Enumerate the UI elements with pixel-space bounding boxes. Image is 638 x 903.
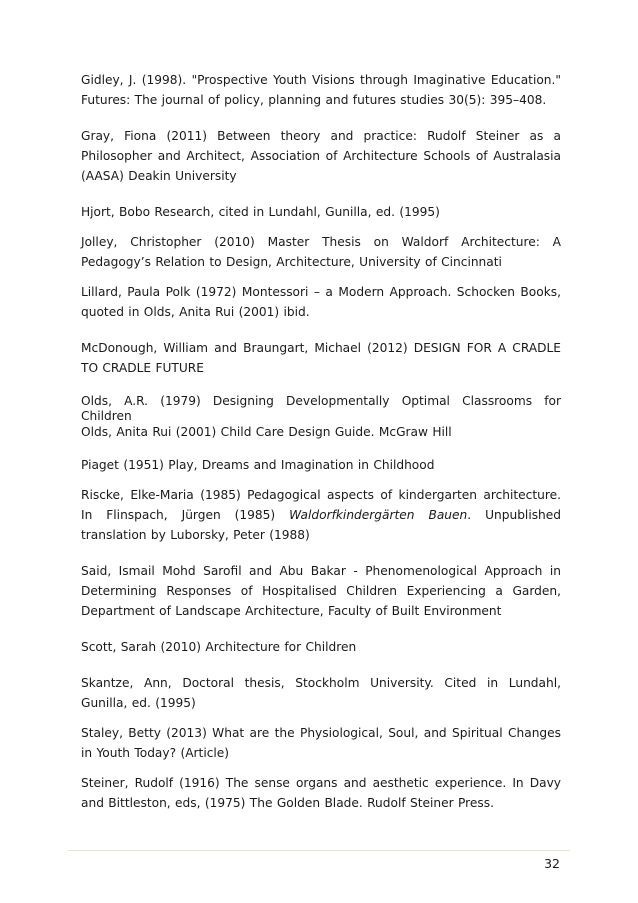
reference-riscke-text: Riscke, Elke-Maria (1985) Pedagogical aspects of kindergarten architecture. In Flinspach, Jürgen (1985) [81,488,561,522]
page-number: 32 [544,856,560,871]
reference-mcdonough: McDonough, William and Braungart, Michael (2012) DESIGN FOR A CRADLE TO CRADLE FUTURE [81,341,561,375]
reference-staley: Staley, Betty (2013) What are the Physiological, Soul, and Spiritual Changes in Youth Today? (Article) [81,726,561,760]
reference-jolley: Jolley, Christopher (2010) Master Thesis on Waldorf Architecture: A Pedagogy’s Relation to Design, Architecture, University of Cincinnati [81,235,561,269]
reference-said: Said, Ismail Mohd Sarofil and Abu Bakar - Phenomenological Approach in Determining Responses of Hospitalised Children Experiencing a Garden, Department of Landscape Architecture, Faculty of Built Environment [81,564,561,618]
reference-lillard: Lillard, Paula Polk (1972) Montessori – a Modern Approach. Schocken Books, quoted in Olds, Anita Rui (2001) ibid. [81,285,561,319]
reference-olds-2001: Olds, Anita Rui (2001) Child Care Design Guide. McGraw Hill [81,425,452,439]
reference-list [81,70,561,813]
reference-riscke-text-end: . Unpublished translation by Luborsky, Peter (1988) [81,508,562,542]
footer-divider [68,850,570,851]
reference-steiner: Steiner, Rudolf (1916) The sense organs and aesthetic experience. In Davy and Bittleston, eds, (1975) The Golden Blade. Rudolf Steiner Press. [81,776,561,810]
reference-hjort: Hjort, Bobo Research, cited in Lundahl, Gunilla, ed. (1995) [81,205,440,219]
reference-olds-1979: Olds, A.R. (1979) Designing Developmentally Optimal Classrooms for Children [81,394,561,423]
reference-gray: Gray, Fiona (2011) Between theory and practice: Rudolf Steiner as a Philosopher and Architect, Association of Architecture Schools of Australasia (AASA) Deakin University [81,129,561,183]
reference-scott: Scott, Sarah (2010) Architecture for Children [81,640,357,654]
reference-riscke [81,485,561,545]
reference-skantze: Skantze, Ann, Doctoral thesis, Stockholm University. Cited in Lundahl, Gunilla, ed. (1995) [81,676,561,710]
reference-riscke-title: Waldorfkindergärten Bauen [289,508,468,522]
reference-piaget: Piaget (1951) Play, Dreams and Imagination in Childhood [81,458,435,472]
reference-gidley: Gidley, J. (1998). "Prospective Youth Visions through Imaginative Education." Futures: The journal of policy, planning and futures studies 30(5): 395–408. [81,73,561,107]
